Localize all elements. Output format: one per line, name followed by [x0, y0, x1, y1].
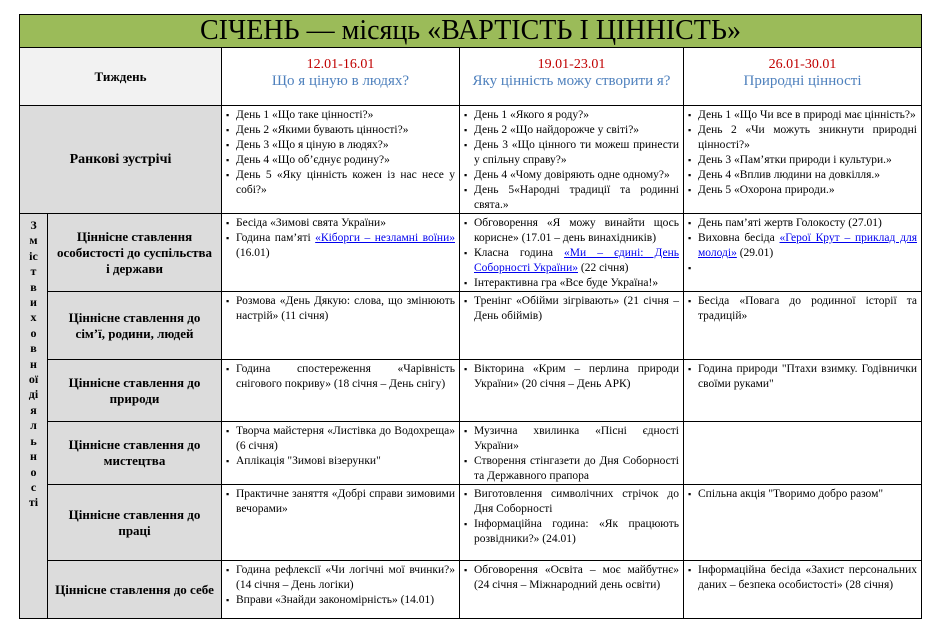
- list-item: [226, 231, 455, 261]
- activity-row: [20, 561, 922, 619]
- activity-row: [20, 214, 922, 292]
- item-text: Вправи «Знайди закономірність» (14.01): [236, 594, 435, 606]
- list-item: [464, 517, 679, 547]
- item-text: Година природи "Птахи взимку. Годівнички своїми руками": [698, 363, 917, 390]
- activity-cell: [222, 360, 460, 422]
- activity-cell: [684, 422, 922, 485]
- item-text: Аплікація "Зимові візерунки": [236, 455, 381, 467]
- list-item: [688, 487, 917, 502]
- list-item: [226, 454, 455, 469]
- title-row: [20, 15, 922, 48]
- activity-cell: [460, 561, 684, 619]
- list-item: ▪ День 3 «Що я ціную в людях?»: [226, 138, 455, 153]
- list-item: [464, 487, 679, 517]
- item-text: Практичне заняття «Добрі справи зимовими вечорами»: [236, 488, 455, 515]
- list-item: [226, 487, 455, 517]
- week-1-dates: 12.01-16.01: [306, 57, 375, 72]
- list-item: [464, 424, 679, 454]
- row-label: Ціннісне ставлення до мистецтва: [48, 422, 222, 485]
- row-label: Ціннісне ставлення до сім’ї, родини, людей: [48, 292, 222, 360]
- list-item: ▪ День 4 «Вплив людини на довкілля.»: [688, 168, 917, 183]
- list-item: ▪ День 5 «Яку цінність кожен із нас несе у собі?»: [226, 168, 455, 198]
- row-label: Ціннісне ставлення до праці: [48, 485, 222, 561]
- activity-cell: [222, 214, 460, 292]
- list-item: ▪ День 1 «Що Чи все в природі має цінність?»: [688, 108, 917, 123]
- list-item: ▪ День 3 «Що цінного ти можеш принести у спільну справу?»: [464, 138, 679, 168]
- list-item: [226, 294, 455, 324]
- list-item: [226, 424, 455, 454]
- list-item: ▪ День 4 «Що об’єднує родину?»: [226, 153, 455, 168]
- list-item: ▪ День 2 «Що найдорожче у світі?»: [464, 123, 679, 138]
- list-item: ▪ День 5«Народні традиції та родинні свята.»: [464, 183, 679, 213]
- item-text: (29.01): [736, 247, 774, 259]
- activity-cell: [222, 422, 460, 485]
- item-text: Година спостереження «Чарівність снігового покриву» (18 січня – День снігу): [236, 363, 455, 390]
- activity-cell: [460, 485, 684, 561]
- list-item: ▪ День 3 «Пам’ятки природи і культури.»: [688, 153, 917, 168]
- item-text: Вікторина «Крим – перлина природи України» (20 січня – День АРК): [474, 363, 679, 390]
- list-item: [464, 454, 679, 484]
- list-item: ▪ День 4 «Чому довіряють одне одному?»: [464, 168, 679, 183]
- row-label: Ціннісне ставлення до природи: [48, 360, 222, 422]
- list-item: [226, 563, 455, 593]
- activity-row: [20, 485, 922, 561]
- list-item: [688, 563, 917, 593]
- week-2-theme: Яку цінність можу створити я?: [472, 73, 671, 89]
- list-item: [464, 276, 679, 291]
- list-item: [688, 231, 917, 261]
- list-item: [464, 294, 679, 324]
- list-item: [688, 362, 917, 392]
- list-item: [688, 294, 917, 324]
- item-text: Виховна бесіда: [698, 232, 780, 244]
- side-label: [20, 214, 48, 619]
- item-text: Інтерактивна гра «Все буде Україна!»: [474, 277, 659, 289]
- item-text: (22 січня): [578, 262, 629, 274]
- item-text: Музична хвилинка «Пісні єдності України»: [474, 425, 679, 452]
- item-text: Година рефлексії «Чи логічні мої вчинки?» (14 січня – День логіки): [236, 564, 455, 591]
- item-text: Бесіда «Повага до родинної історії та традицій»: [698, 295, 917, 322]
- week-3-dates: 26.01-30.01: [768, 57, 837, 72]
- morning-cell: [222, 106, 460, 214]
- item-text: Інформаційна година: «Як працюють розвідники?» (24.01): [474, 518, 679, 545]
- item-text: Обговорення «Освіта – моє майбутнє» (24 січня – Міжнародний день освіти): [474, 564, 679, 591]
- week-3-header: [684, 48, 922, 106]
- activity-cell: [460, 292, 684, 360]
- week-1-theme: Що я ціную в людях?: [271, 73, 410, 89]
- list-item: ▪ День 1 «Якого я роду?»: [464, 108, 679, 123]
- list-item: [464, 246, 679, 276]
- list-item: ▪ День 2 «Якими бувають цінності?»: [226, 123, 455, 138]
- item-link[interactable]: «Кіборги – незламні воїни»: [315, 232, 455, 244]
- item-text: Спільна акція "Творимо добро разом": [698, 488, 884, 500]
- list-item: [226, 216, 455, 231]
- item-text: Творча майстерня «Листівка до Водохреща» (6 січня): [236, 425, 455, 452]
- week-label: Тиждень: [20, 48, 222, 106]
- list-item: [688, 216, 917, 231]
- side-label-text: Зміст виховної діяльності: [28, 218, 39, 510]
- item-text: Створення стінгазети до Дня Соборності та Державного прапора: [474, 455, 679, 482]
- list-item: [464, 563, 679, 593]
- page-title: СІЧЕНЬ — місяць «ВАРТІСТЬ І ЦІННІСТЬ»: [20, 15, 922, 48]
- morning-row: [20, 106, 922, 214]
- week-1-header: [222, 48, 460, 106]
- activity-cell: [460, 360, 684, 422]
- list-item: [226, 362, 455, 392]
- item-link[interactable]: «Ми – єдині: День Соборності України»: [474, 247, 679, 274]
- item-text: Бесіда «Зимові свята України»: [236, 217, 386, 229]
- item-link[interactable]: «Герої Крут – приклад для молоді»: [698, 232, 917, 259]
- activity-cell: [684, 360, 922, 422]
- item-text: Розмова «День Дякую: слова, що змінюють настрій» (11 січня): [236, 295, 455, 322]
- morning-label: Ранкові зустрічі: [20, 106, 222, 214]
- item-text: (16.01): [236, 247, 270, 259]
- activity-cell: [460, 422, 684, 485]
- activity-row: [20, 360, 922, 422]
- activity-cell: [684, 485, 922, 561]
- week-2-header: [460, 48, 684, 106]
- activity-cell: [222, 485, 460, 561]
- list-item: [464, 216, 679, 246]
- activity-cell: [460, 214, 684, 292]
- item-text: Година пам’яті: [236, 232, 316, 244]
- week-3-theme: Природні цінності: [743, 73, 862, 89]
- plan-table: [19, 14, 922, 619]
- list-item: ▪ День 5 «Охорона природи.»: [688, 183, 917, 198]
- item-text: Виготовлення символічних стрічок до Дня Соборності: [474, 488, 679, 515]
- activity-row: [20, 292, 922, 360]
- activity-row: [20, 422, 922, 485]
- activity-cell: [684, 214, 922, 292]
- item-text: Інформаційна бесіда «Захист персональних даних – безпека особистості» (28 січня): [698, 564, 917, 591]
- activity-cell: [684, 292, 922, 360]
- morning-cell: [684, 106, 922, 214]
- item-text: Класна година: [474, 247, 565, 259]
- morning-cell: [460, 106, 684, 214]
- list-item: ▪ День 1 «Що таке цінності?»: [226, 108, 455, 123]
- activity-cell: [222, 561, 460, 619]
- item-text: День пам’яті жертв Голокосту (27.01): [698, 217, 882, 229]
- row-label: Ціннісне ставлення особистості до суспільства і держави: [48, 214, 222, 292]
- row-label: Ціннісне ставлення до себе: [48, 561, 222, 619]
- activity-cell: [222, 292, 460, 360]
- item-text: Тренінг «Обійми зігрівають» (21 січня – День обіймів): [474, 295, 679, 322]
- list-item: ▪ День 2 «Чи можуть зникнути природні цінності?»: [688, 123, 917, 153]
- item-text: Обговорення «Я можу винайти щось корисне» (17.01 – день винахідників): [474, 217, 679, 244]
- list-item: [226, 593, 455, 608]
- list-item: [464, 362, 679, 392]
- week-row: [20, 48, 922, 106]
- week-2-dates: 19.01-23.01: [537, 57, 606, 72]
- activity-cell: [684, 561, 922, 619]
